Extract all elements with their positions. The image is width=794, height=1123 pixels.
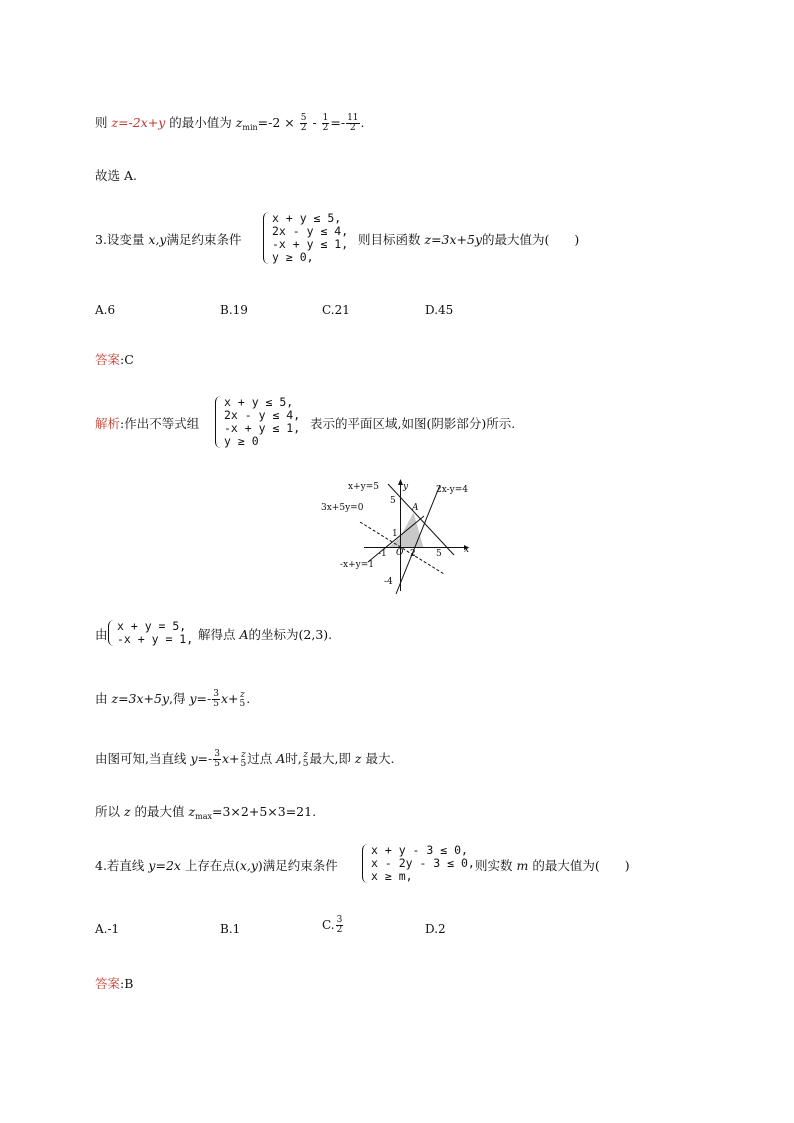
q4-option-a: A.-1 xyxy=(95,922,120,936)
question-3-objective: 则目标函数 z=3x+5y的最大值为( ) xyxy=(358,232,580,247)
step3-line: 由图可知,当直线 y=- $\frac{3}{5}$ x+ z 5 过点 A时, z 5 最大,即 z 最大. xyxy=(95,749,395,769)
min-value-line: 则 z=-2x+y 的最小值为 $z_{min}=-2$ × $\frac{5}{2}$ - $\frac{1}{2}$ =- $\frac{11}{2}$ . xyxy=(95,113,365,133)
label-minus-x-plus-y-1: -x+y=1 xyxy=(340,560,375,570)
question-4-constraint-system: x + y - 3 ≤ 0, x - 2y - 3 ≤ 0, x ≥ m, xyxy=(362,844,475,883)
tick-2-x: 2 xyxy=(410,549,416,559)
q3-option-d: D.45 xyxy=(425,303,454,317)
fraction-5-2: $\frac{5}{2}$ xyxy=(300,113,307,133)
fraction-11-2: $\frac{11}{2}$ xyxy=(347,113,359,133)
q3-option-b: B.19 xyxy=(220,303,248,317)
solution-3-intro: 解析:作出不等式组 xyxy=(95,416,200,431)
brace-icon xyxy=(215,396,222,448)
brace-icon xyxy=(362,844,369,883)
q3-option-a: A.6 xyxy=(95,303,116,317)
tick-minus-4-y: -4 xyxy=(384,577,393,587)
brace-icon xyxy=(108,620,115,646)
choose-a-line: 故选 A. xyxy=(95,168,137,183)
label-origin: O xyxy=(396,548,404,558)
tick-5-x: 5 xyxy=(436,549,442,559)
tick-minus-1-x: -1 xyxy=(378,549,387,559)
step1-prefix: 由 xyxy=(95,627,108,642)
tick-5-y: 5 xyxy=(390,496,396,506)
label-3x-plus-5y-0: 3x+5y=0 xyxy=(321,503,364,513)
step1-equation-system: x + y = 5, -x + y = 1, xyxy=(108,620,193,646)
tick-1-y: 1 xyxy=(392,529,398,539)
label-point-a: A xyxy=(412,503,419,513)
label-2x-minus-y-4: 2x-y=4 xyxy=(436,485,469,495)
solution-3-text: 表示的平面区域,如图(阴影部分)所示. xyxy=(310,416,516,431)
q4-option-d: D.2 xyxy=(425,922,446,936)
label-x-plus-y-5: x+y=5 xyxy=(348,482,379,492)
q4-option-c: C. $\frac{3}{2}$ xyxy=(322,915,343,935)
answer-3: 答案:C xyxy=(95,352,134,367)
step1-result: 解得点 A的坐标为(2,3). xyxy=(198,627,333,642)
label-y-axis: y xyxy=(403,482,409,492)
fraction-1-2: $\frac{1}{2}$ xyxy=(322,113,329,133)
q3-option-c: C.21 xyxy=(322,303,350,317)
step2-line: 由 z=3x+5y,得 y=- $\frac{3}{5}$ x+ z 5 . xyxy=(95,689,251,709)
answer-4: 答案:B xyxy=(95,976,134,991)
label-x-axis: x xyxy=(464,545,470,555)
brace-icon xyxy=(263,212,270,264)
question-4-ask: 则实数 m 的最大值为( ) xyxy=(475,858,630,873)
question-4-stem: 4.若直线 y=2x 上存在点(x,y)满足约束条件 xyxy=(95,858,338,873)
feasible-region-figure xyxy=(316,476,476,598)
question-3-constraint-system: x + y ≤ 5, 2x - y ≤ 4, -x + y ≤ 1, y ≥ 0, xyxy=(263,212,348,264)
step4-line: 所以 z 的最大值 $z_{max}=3\times 2+5\times 3=21$. xyxy=(95,804,317,821)
question-3-stem: 3.设变量 x,y满足约束条件 xyxy=(95,232,242,247)
solution-3-constraint-system: x + y ≤ 5, 2x - y ≤ 4, -x + y ≤ 1, y ≥ 0 xyxy=(215,396,300,448)
q4-option-b: B.1 xyxy=(220,922,241,936)
